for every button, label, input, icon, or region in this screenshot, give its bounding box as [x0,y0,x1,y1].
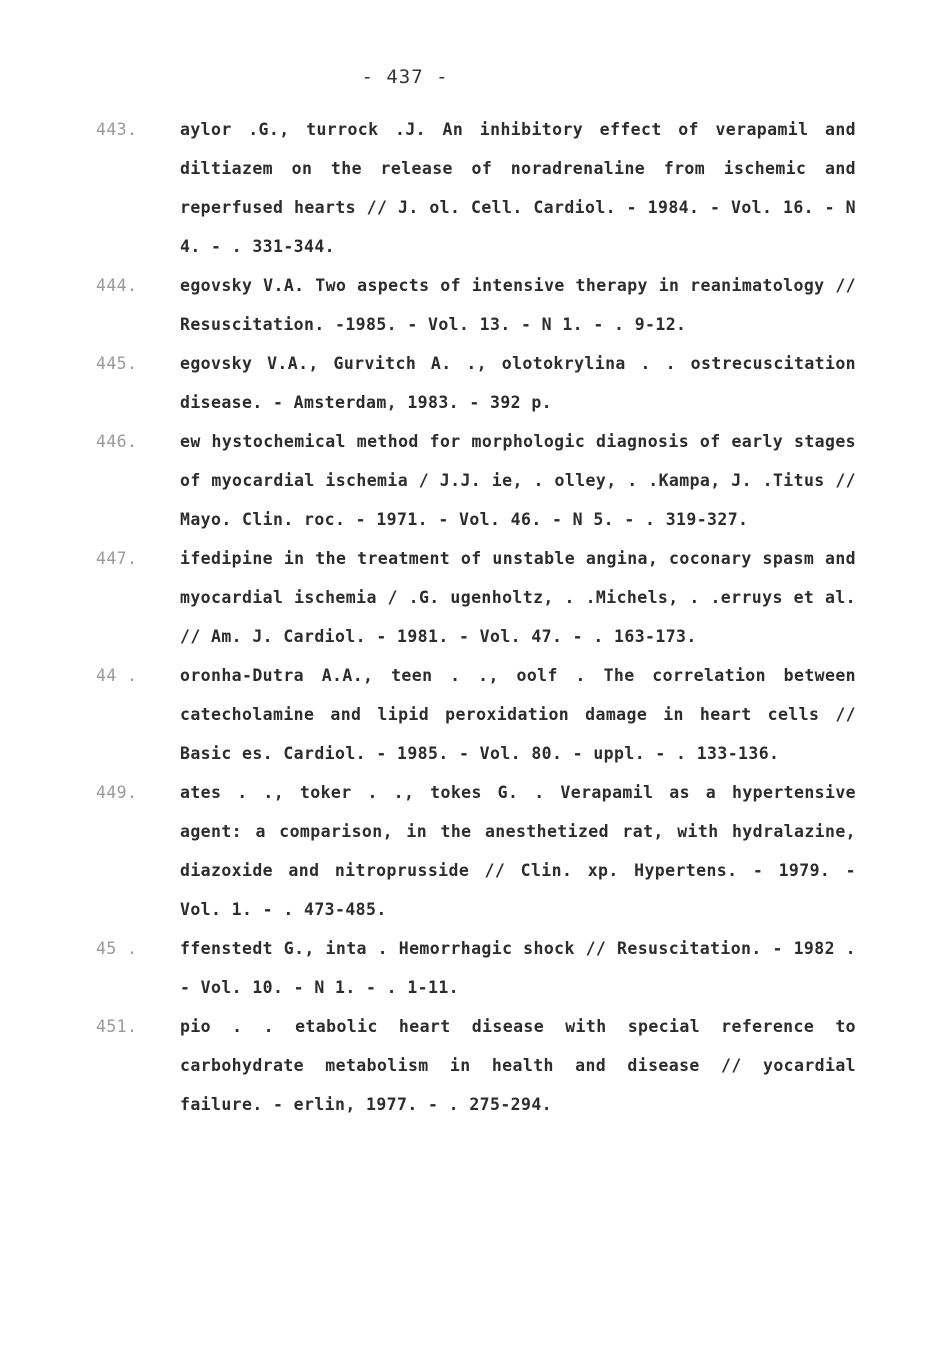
reference-number: 446. [96,432,138,451]
reference-text: egovsky V.A., Gurvitch A. ., olotokrylina . . ostrecuscitation disease. - Amsterdam, 1983. - 392 p. [180,354,856,412]
page-number: - 437 - [361,66,449,88]
reference-number: 445. [96,354,138,373]
reference-text: ffenstedt G., inta . Hemorrhagic shock // Resuscitation. - 1982 . - Vol. 10. - N 1. - . 1-11. [180,939,856,997]
reference-number: 443. [96,120,138,139]
reference-number: 44 . [96,666,138,685]
reference-entry [96,656,856,773]
reference-entry [96,1007,856,1124]
reference-text: egovsky V.A. Two aspects of intensive therapy in reanimatology // Resuscitation. -1985. - Vol. 13. - N 1. - . 9-12. [180,276,856,334]
reference-number: 444. [96,276,138,295]
reference-text: ew hystochemical method for morphologic diagnosis of early stages of myocardial ischemia / J.J. ie, . olley, . .Kampa, J. .Titus // Mayo. Clin. roc. - 1971. - Vol. 46. - N 5. - . 319-327. [180,432,856,529]
reference-entry [96,344,856,422]
reference-number: 447. [96,549,138,568]
reference-entry [96,266,856,344]
reference-number: 45 . [96,939,138,958]
reference-text: aylor .G., turrock .J. An inhibitory effect of verapamil and diltiazem on the release of noradrenaline from ischemic and reperfused hearts // J. ol. Cell. Cardiol. - 1984. - Vol. 16. - N 4. - . 331-344. [180,120,856,256]
reference-text: ates . ., toker . ., tokes G. . Verapamil as a hypertensive agent: a comparison, in the anesthetized rat, with hydralazine, diazoxide and nitroprusside // Clin. xp. Hypertens. - 1979. - Vol. 1. - . 473-485. [180,783,856,919]
reference-number: 449. [96,783,138,802]
reference-text: pio . . etabolic heart disease with special reference to carbohydrate metabolism in health and disease // yocardial failure. - erlin, 1977. - . 275-294. [180,1017,856,1114]
reference-entry [96,110,856,266]
reference-number: 451. [96,1017,138,1036]
reference-text: oronha-Dutra A.A., teen . ., oolf . The correlation between catecholamine and lipid peroxidation damage in heart cells // Basic es. Cardiol. - 1985. - Vol. 80. - uppl. - . 133-136. [180,666,856,763]
reference-entry [96,773,856,929]
reference-list [96,110,856,1124]
reference-entry [96,422,856,539]
reference-entry [96,929,856,1007]
reference-text: ifedipine in the treatment of unstable angina, coconary spasm and myocardial ischemia / .G. ugenholtz, . .Michels, . .erruys et al. // Am. J. Cardiol. - 1981. - Vol. 47. - . 163-173. [180,549,856,646]
reference-entry [96,539,856,656]
